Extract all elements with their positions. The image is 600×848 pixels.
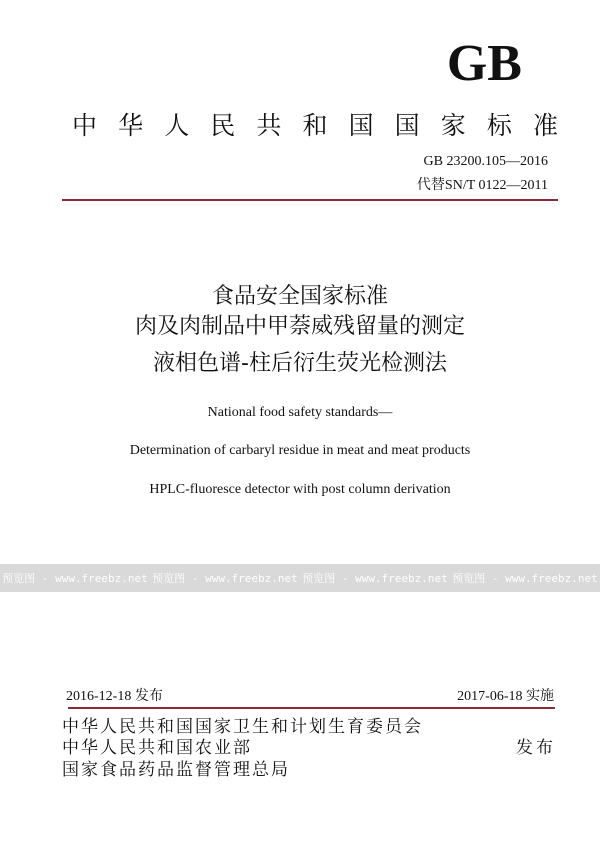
publish-label: 发布 — [516, 738, 556, 758]
watermark-band — [0, 564, 600, 592]
standard-code: GB 23200.105—2016 — [423, 154, 548, 169]
heading-char: 和 — [302, 111, 328, 140]
heading-char: 民 — [210, 111, 236, 140]
heading-char: 共 — [256, 111, 282, 140]
bottom-divider — [68, 707, 555, 709]
publisher-3: 国家食品药品监督管理总局 — [62, 760, 290, 780]
heading-char: 准 — [532, 111, 558, 140]
top-divider — [62, 199, 558, 201]
heading-char: 国 — [348, 111, 374, 140]
heading-char: 中 — [72, 111, 98, 140]
title-en-line-3: HPLC-fluoresce detector with post column derivation — [149, 482, 451, 497]
title-cn-line-1: 食品安全国家标准 — [211, 284, 388, 309]
title-en-line-2: Determination of carbaryl residue in meat and meat products — [129, 443, 471, 458]
heading-char: 华 — [118, 111, 144, 140]
replaces-code: 代替SN/T 0122—2011 — [416, 178, 548, 193]
title-cn-line-2: 肉及肉制品中甲萘威残留量的测定 — [134, 314, 465, 339]
heading-char: 标 — [486, 111, 512, 140]
publisher-2: 中华人民共和国农业部 — [62, 738, 252, 758]
watermark-text: 预览图 - www.freebz.net — [452, 572, 598, 585]
national-standard-heading — [72, 110, 558, 142]
watermark-text: 预览图 - www.freebz.net — [152, 572, 298, 585]
watermark-text: 预览图 - www.freebz.net — [2, 572, 148, 585]
title-cn-line-3: 液相色谱-柱后衍生荧光检测法 — [153, 351, 447, 376]
gb-logo: GB — [446, 35, 522, 92]
heading-char: 国 — [394, 111, 420, 140]
publisher-1: 中华人民共和国国家卫生和计划生育委员会 — [62, 717, 423, 737]
watermark-text: 预览图 - www.freebz.net — [302, 572, 448, 585]
title-en-line-1: National food safety standards— — [207, 405, 393, 420]
issue-date: 2016-12-18 发布 — [66, 689, 163, 704]
heading-char: 人 — [164, 111, 190, 140]
heading-char: 家 — [440, 111, 466, 140]
implementation-date: 2017-06-18 实施 — [457, 689, 554, 704]
